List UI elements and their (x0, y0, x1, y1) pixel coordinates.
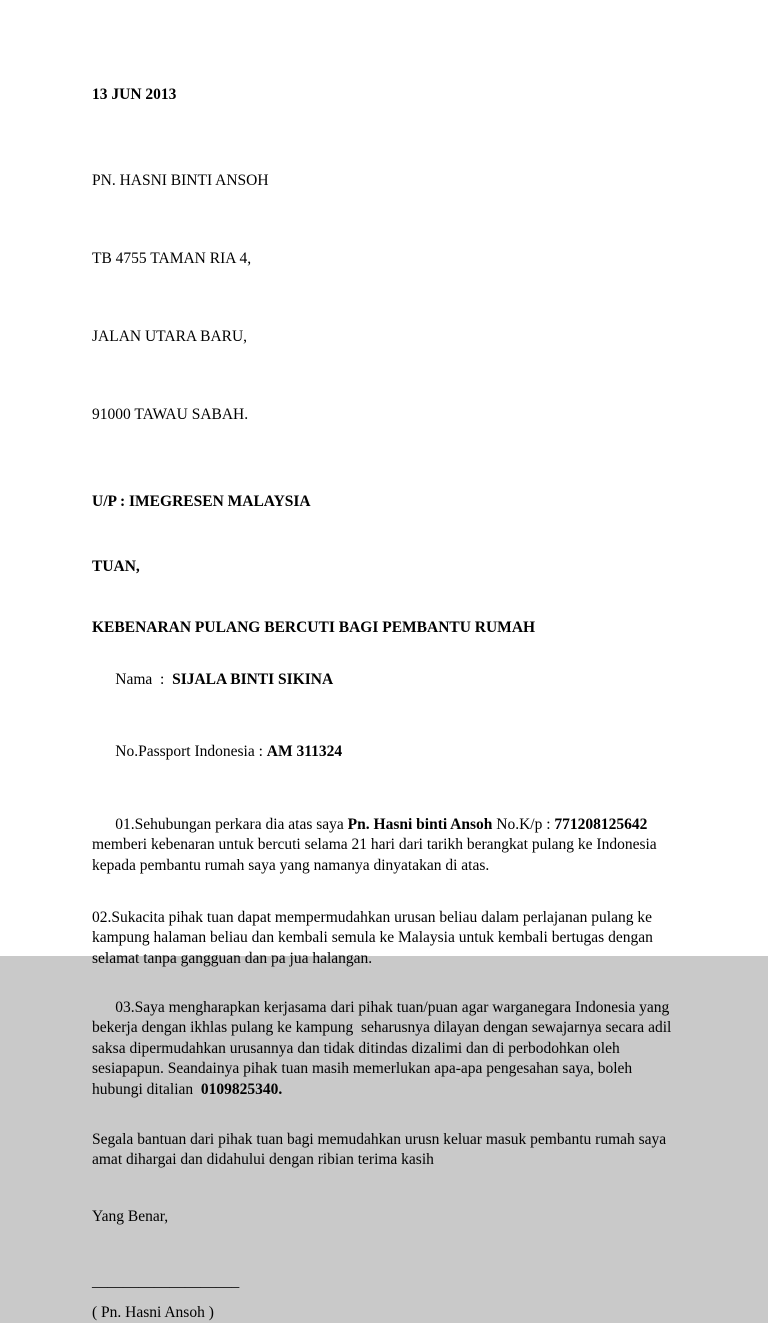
paragraph-04: Segala bantuan dari pihak tuan bagi memudahkan urusn keluar masuk pembantu rumah saya amat dihargai dan didahului dengan ribian terima kasih (92, 1130, 676, 1171)
paragraph-01 (92, 794, 676, 897)
paragraph-02: 02.Sukacita pihak tuan dapat mempermudahkan urusan beliau dalam perlajanan pulang ke kampung halaman beliau dan kembali semula ke Malaysia untuk kembali bertugas dengan selamat tanpa gangguan dan pa jua halangan. (92, 908, 676, 970)
sender-address-line: JALAN UTARA BARU, (92, 324, 676, 350)
sender-address-line: 91000 TAWAU SABAH. (92, 402, 676, 428)
passport-value: AM 311324 (267, 743, 342, 760)
sender-address-line: PN. HASNI BINTI ANSOH (92, 168, 676, 194)
sender-address (92, 116, 676, 480)
maid-name-label: Nama : (115, 671, 172, 688)
phone-number-bold: 0109825340. (201, 1081, 282, 1098)
sender-address-line: TB 4755 TAMAN RIA 4, (92, 246, 676, 272)
signature-name: ( Pn. Hasni Ansoh ) (92, 1303, 676, 1323)
paragraph-03 (92, 977, 676, 1121)
passport-line (92, 722, 676, 784)
maid-name-line (92, 649, 676, 711)
signature-line: ___________________ (92, 1272, 676, 1293)
paragraph-03-text: 03.Saya mengharapkan kerjasama dari pihak tuan/puan agar warganegara Indonesia yang bekerja dengan ikhlas pulang ke kampung seharusnya dilayan dengan sewajarnya secara adil saksa dipermudahkan urusannya dan tidak ditindas dizalimi dan di perbodohkan oleh sesiapapun. Seandainya pihak tuan masih memerlukan apa-apa pengesahan saya, boleh hubungi ditalian (92, 999, 675, 1098)
paragraph-01-text: 01.Sehubungan perkara dia atas saya (115, 816, 347, 833)
passport-label: No.Passport Indonesia : (115, 743, 267, 760)
letter-date: 13 JUN 2013 (92, 85, 676, 106)
paragraph-01-text: No.K/p : (492, 816, 554, 833)
subject-heading: KEBENARAN PULANG BERCUTI BAGI PEMBANTU RUMAH (92, 618, 676, 639)
paragraph-01-text: memberi kebenaran untuk bercuti selama 21 hari dari tarikh berangkat pulang ke Indonesia kepada pembantu rumah saya yang namanya dinyatakan di atas. (92, 816, 661, 874)
sender-name-bold: Pn. Hasni binti Ansoh (348, 816, 493, 833)
salutation: TUAN, (92, 557, 676, 578)
closing-line: Yang Benar, (92, 1207, 676, 1228)
nric-number-bold: 771208125642 (554, 816, 647, 833)
attention-line: U/P : IMEGRESEN MALAYSIA (92, 492, 676, 513)
maid-name-value: SIJALA BINTI SIKINA (172, 671, 333, 688)
